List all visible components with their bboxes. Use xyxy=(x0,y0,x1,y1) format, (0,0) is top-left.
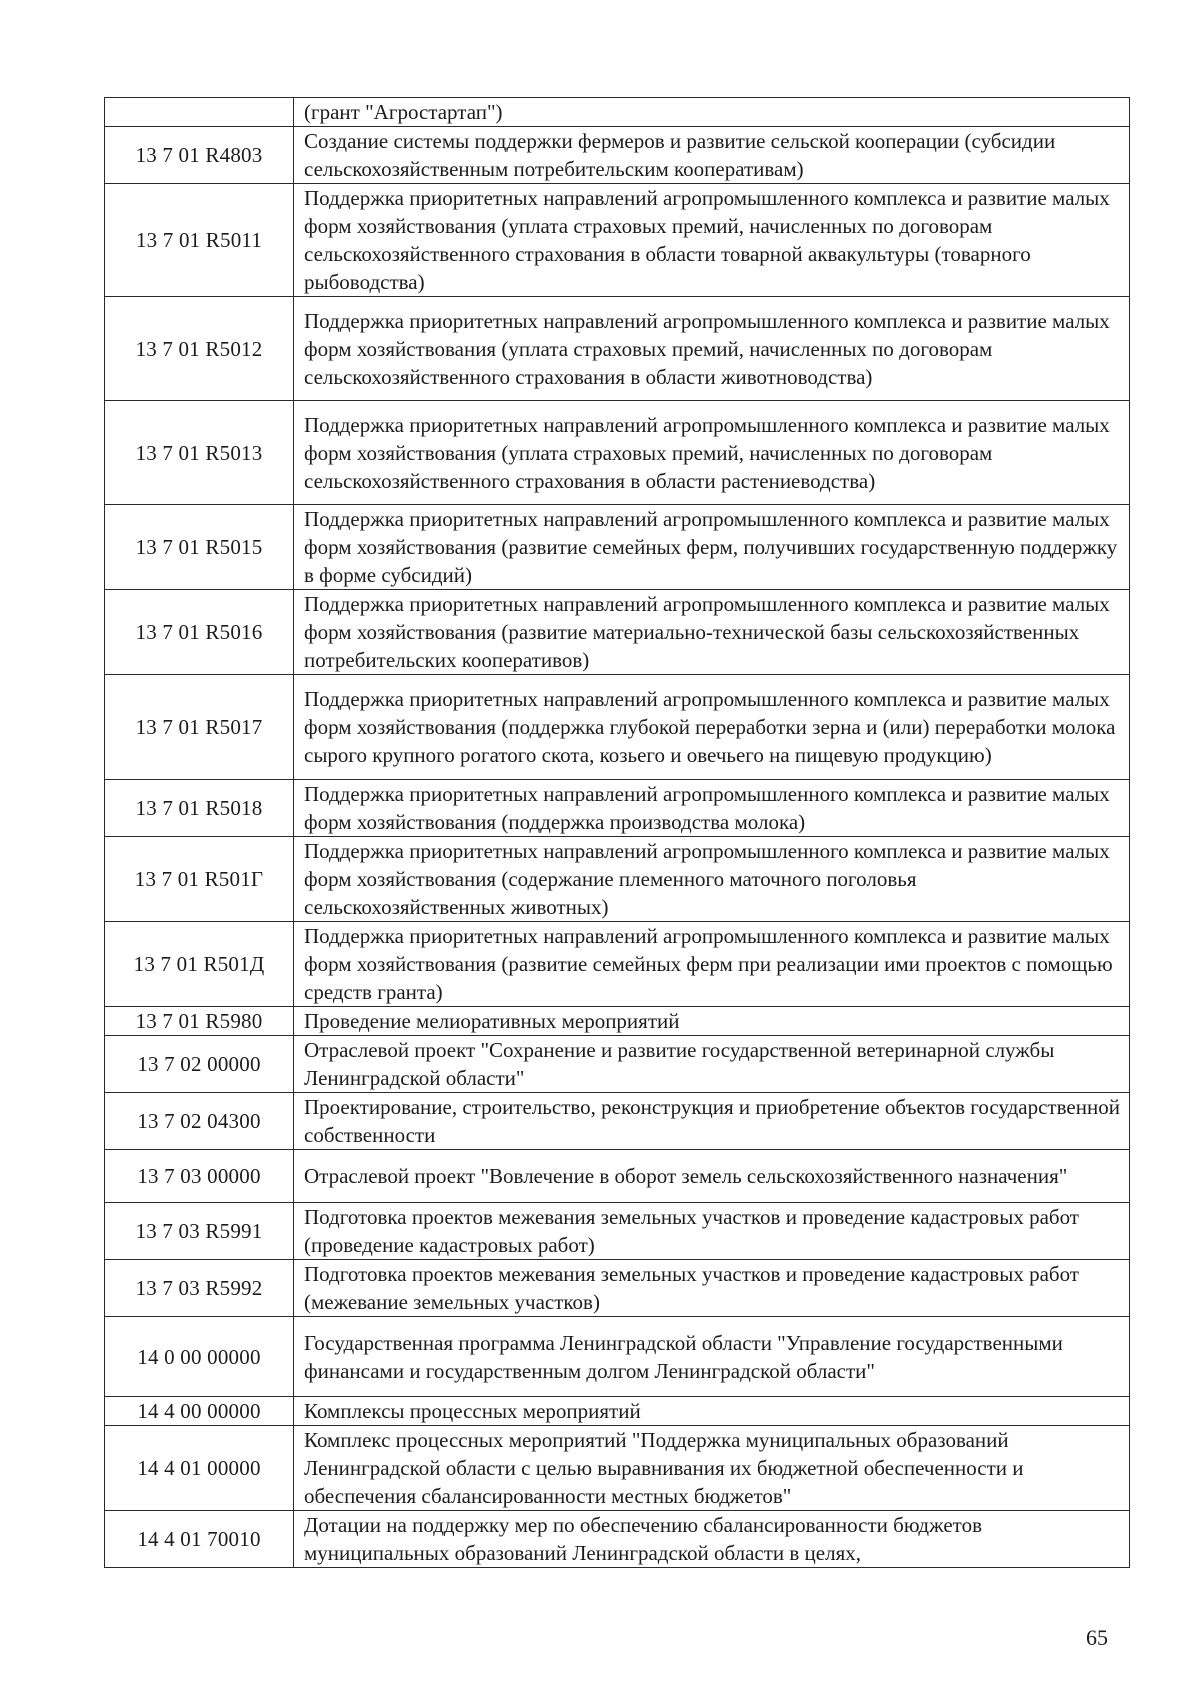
row-code-cell: 14 4 00 00000 xyxy=(105,1397,294,1426)
table-row xyxy=(105,401,1130,505)
table-row xyxy=(105,1426,1130,1511)
row-description-cell: Отраслевой проект "Вовлечение в оборот земель сельскохозяйственного назначения" xyxy=(294,1150,1130,1203)
table-row xyxy=(105,1036,1130,1093)
table-row xyxy=(105,184,1130,297)
page-number: 65 xyxy=(1086,1625,1108,1650)
row-description-cell: Отраслевой проект "Сохранение и развитие государственной ветеринарной службы Ленинградской области" xyxy=(294,1036,1130,1093)
row-code-cell: 13 7 03 R5991 xyxy=(105,1203,294,1260)
row-description-cell: Подготовка проектов межевания земельных участков и проведение кадастровых работ (межевание земельных участков) xyxy=(294,1260,1130,1317)
row-description-cell: Поддержка приоритетных направлений агропромышленного комплекса и развитие малых форм хозяйствования (уплата страховых премий, начисленных по договорам сельскохозяйственного страхования в области растениеводства) xyxy=(294,401,1130,505)
row-code-cell: 13 7 01 R5980 xyxy=(105,1007,294,1036)
row-description-cell: Поддержка приоритетных направлений агропромышленного комплекса и развитие малых форм хозяйствования (уплата страховых премий, начисленных по договорам сельскохозяйственного страхования в области товарной аквакультуры (товарного рыбоводства) xyxy=(294,184,1130,297)
table-row xyxy=(105,127,1130,184)
table-row xyxy=(105,1093,1130,1150)
row-code-cell: 13 7 01 R4803 xyxy=(105,127,294,184)
row-code-cell xyxy=(105,98,294,127)
row-description-cell: Проведение мелиоративных мероприятий xyxy=(294,1007,1130,1036)
table-row xyxy=(105,590,1130,675)
row-code-cell: 13 7 01 R5018 xyxy=(105,780,294,837)
table-row xyxy=(105,1397,1130,1426)
table-row xyxy=(105,922,1130,1007)
row-code-cell: 13 7 02 04300 xyxy=(105,1093,294,1150)
table-row xyxy=(105,1511,1130,1568)
row-description-cell: Комплексы процессных мероприятий xyxy=(294,1397,1130,1426)
row-description-cell: Поддержка приоритетных направлений агропромышленного комплекса и развитие малых форм хозяйствования (содержание племенного маточного поголовья сельскохозяйственных животных) xyxy=(294,837,1130,922)
row-code-cell: 13 7 03 R5992 xyxy=(105,1260,294,1317)
table-row xyxy=(105,1203,1130,1260)
row-description-cell: Государственная программа Ленинградской области "Управление государственными финансами и государственным долгом Ленинградской области" xyxy=(294,1317,1130,1397)
row-code-cell: 13 7 01 R5013 xyxy=(105,401,294,505)
table-row xyxy=(105,675,1130,780)
row-description-cell: Поддержка приоритетных направлений агропромышленного комплекса и развитие малых форм хозяйствования (развитие материально-технической базы сельскохозяйственных потребительских кооперативов) xyxy=(294,590,1130,675)
row-description-cell: Поддержка приоритетных направлений агропромышленного комплекса и развитие малых форм хозяйствования (развитие семейных ферм, получивших государственную поддержку в форме субсидий) xyxy=(294,505,1130,590)
table-row xyxy=(105,1260,1130,1317)
table-body xyxy=(105,98,1130,1568)
table-row xyxy=(105,1317,1130,1397)
table-row xyxy=(105,780,1130,837)
row-description-cell: Комплекс процессных мероприятий "Поддержка муниципальных образований Ленинградской области с целью выравнивания их бюджетной обеспеченности и обеспечения сбалансированности местных бюджетов" xyxy=(294,1426,1130,1511)
table-row xyxy=(105,1007,1130,1036)
row-code-cell: 13 7 02 00000 xyxy=(105,1036,294,1093)
row-code-cell: 13 7 01 R5012 xyxy=(105,297,294,401)
row-code-cell: 14 0 00 00000 xyxy=(105,1317,294,1397)
row-description-cell: Создание системы поддержки фермеров и развитие сельской кооперации (субсидии сельскохозяйственным потребительским кооперативам) xyxy=(294,127,1130,184)
table-row xyxy=(105,1150,1130,1203)
table-row xyxy=(105,837,1130,922)
row-code-cell: 13 7 01 R5016 xyxy=(105,590,294,675)
row-code-cell: 13 7 03 00000 xyxy=(105,1150,294,1203)
row-description-cell: Поддержка приоритетных направлений агропромышленного комплекса и развитие малых форм хозяйствования (поддержка производства молока) xyxy=(294,780,1130,837)
row-code-cell: 13 7 01 R501Д xyxy=(105,922,294,1007)
row-code-cell: 14 4 01 70010 xyxy=(105,1511,294,1568)
row-code-cell: 14 4 01 00000 xyxy=(105,1426,294,1511)
row-code-cell: 13 7 01 R501Г xyxy=(105,837,294,922)
row-code-cell: 13 7 01 R5011 xyxy=(105,184,294,297)
row-code-cell: 13 7 01 R5017 xyxy=(105,675,294,780)
table-row xyxy=(105,98,1130,127)
table-row xyxy=(105,505,1130,590)
row-description-cell: Дотации на поддержку мер по обеспечению сбалансированности бюджетов муниципальных образований Ленинградской области в целях, xyxy=(294,1511,1130,1568)
row-description-cell: Поддержка приоритетных направлений агропромышленного комплекса и развитие малых форм хозяйствования (развитие семейных ферм при реализации ими проектов с помощью средств гранта) xyxy=(294,922,1130,1007)
row-description-cell: Поддержка приоритетных направлений агропромышленного комплекса и развитие малых форм хозяйствования (уплата страховых премий, начисленных по договорам сельскохозяйственного страхования в области животноводства) xyxy=(294,297,1130,401)
table-row xyxy=(105,297,1130,401)
row-description-cell: Поддержка приоритетных направлений агропромышленного комплекса и развитие малых форм хозяйствования (поддержка глубокой переработки зерна и (или) переработки молока сырого крупного рогатого скота, козьего и овечьего на пищевую продукцию) xyxy=(294,675,1130,780)
row-code-cell: 13 7 01 R5015 xyxy=(105,505,294,590)
row-description-cell: Подготовка проектов межевания земельных участков и проведение кадастровых работ (проведение кадастровых работ) xyxy=(294,1203,1130,1260)
row-description-cell: Проектирование, строительство, реконструкция и приобретение объектов государственной собственности xyxy=(294,1093,1130,1150)
row-description-cell: (грант "Агростартап") xyxy=(294,98,1130,127)
budget-code-table xyxy=(104,97,1130,1568)
